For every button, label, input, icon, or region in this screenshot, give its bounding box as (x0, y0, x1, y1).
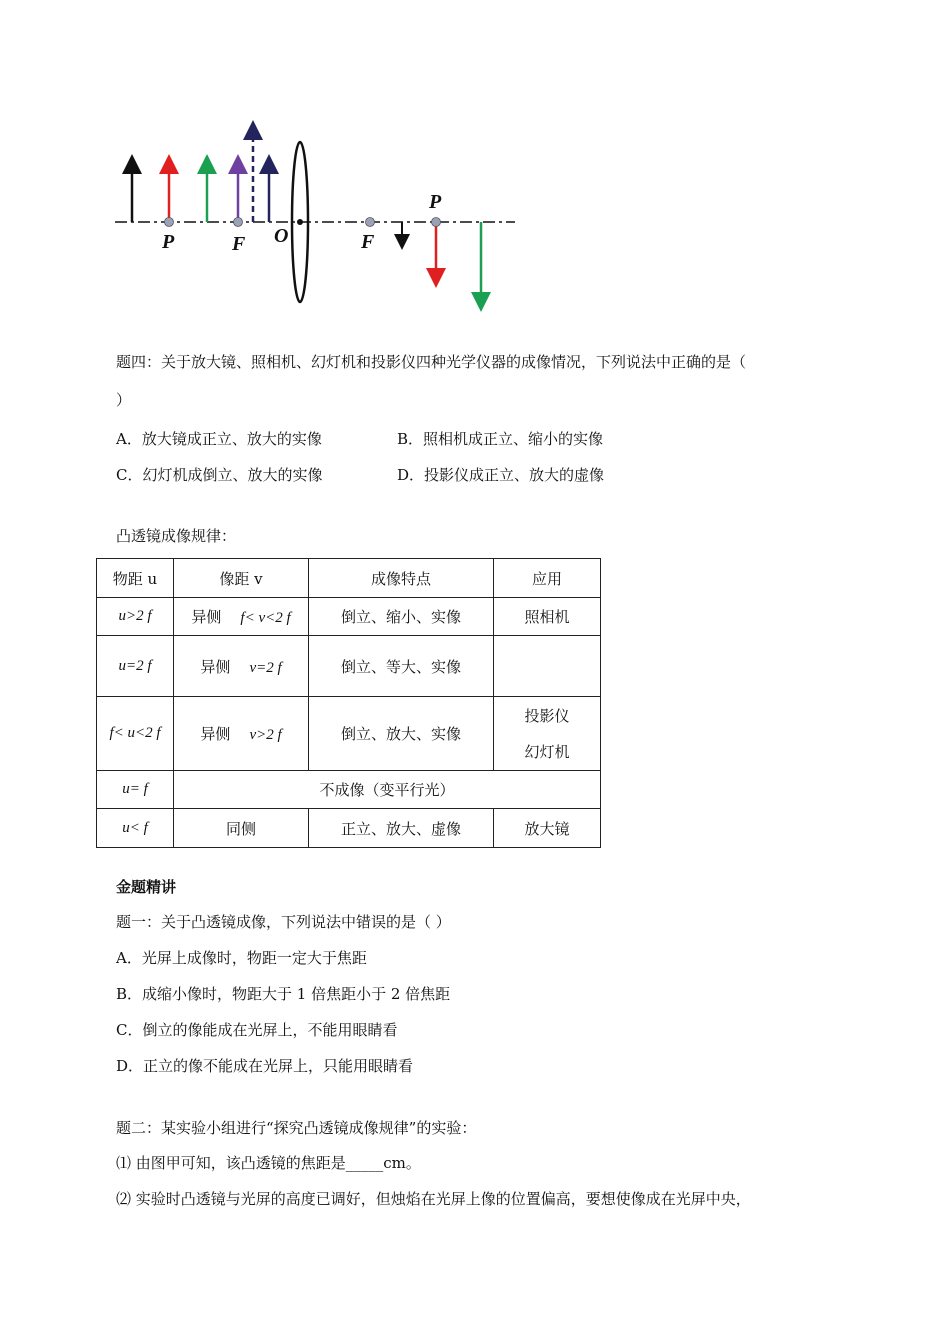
rules-title: 凸透镜成像规律： (116, 527, 237, 545)
label-p-right: P (429, 191, 442, 213)
q2-part2: ⑵ 实验时凸透镜与光屏的高度已调好，但烛焰在光屏上像的位置偏高，要想使像成在光屏中央， (116, 1190, 751, 1208)
cell-v: 同侧 (174, 809, 309, 848)
table-header-row (97, 559, 601, 598)
label-p-left: P (162, 231, 175, 253)
cell-u: u>2 f (97, 598, 174, 636)
imaging-rules-table (96, 558, 601, 848)
header-image-distance: 像距 v (174, 559, 309, 598)
table-row (97, 598, 601, 636)
cell-u: u< f (97, 809, 174, 848)
q1-option-c: C．倒立的像能成在光屏上，不能用眼睛看 (116, 1021, 398, 1039)
cell-u: u=2 f (97, 636, 174, 697)
q1-option-a: A．光屏上成像时，物距一定大于焦距 (116, 949, 367, 967)
point-p-left (165, 218, 174, 227)
cell-application: 放大镜 (494, 809, 601, 848)
cell-u: u= f (97, 771, 174, 809)
q4-stem-line1: 题四：关于放大镜、照相机、幻灯机和投影仪四种光学仪器的成像情况，下列说法中正确的是（ (116, 353, 747, 371)
optical-center-point (297, 219, 303, 225)
cell-u: f< u<2 f (97, 697, 174, 771)
q4-option-b: B．照相机成正立、缩小的实像 (397, 430, 604, 448)
cell-feature: 倒立、等大、实像 (309, 636, 494, 697)
cell-v: 异侧 v>2 f (174, 697, 309, 771)
q4-option-a: A．放大镜成正立、放大的实像 (116, 430, 322, 448)
lens-diagram (110, 120, 530, 320)
label-o: O (274, 225, 289, 247)
q1-option-b: B．成缩小像时，物距大于 1 倍焦距小于 2 倍焦距 (116, 985, 451, 1003)
table-row (97, 771, 601, 809)
q4-option-c: C．幻灯机成倒立、放大的实像 (116, 466, 323, 484)
point-f-left (234, 218, 243, 227)
header-object-distance: 物距 u (97, 559, 174, 598)
cell-feature: 倒立、缩小、实像 (309, 598, 494, 636)
q1-option-d: D．正立的像不能成在光屏上，只能用眼睛看 (116, 1057, 414, 1075)
section-heading: 金题精讲 (116, 878, 177, 896)
q4-stem-line2: ） (116, 391, 132, 409)
header-application: 应用 (494, 559, 601, 598)
table-row (97, 697, 601, 771)
cell-application: 投影仪 幻灯机 (494, 697, 601, 771)
label-f-right: F (361, 231, 375, 253)
q4-option-d: D．投影仪成正立、放大的虚像 (397, 466, 605, 484)
cell-feature: 正立、放大、虚像 (309, 809, 494, 848)
cell-v: 异侧 f< v<2 f (174, 598, 309, 636)
cell-v: 异侧 v=2 f (174, 636, 309, 697)
cell-merged: 不成像（变平行光） (174, 771, 601, 809)
q2-stem: 题二：某实验小组进行“探究凸透镜成像规律”的实验： (116, 1119, 477, 1137)
table-row (97, 636, 601, 697)
cell-feature: 倒立、放大、实像 (309, 697, 494, 771)
q1-stem: 题一：关于凸透镜成像，下列说法中错误的是（ ） (116, 913, 451, 931)
cell-application (494, 636, 601, 697)
point-p-right (432, 218, 441, 227)
point-f-right (366, 218, 375, 227)
header-image-feature: 成像特点 (309, 559, 494, 598)
table-row (97, 809, 601, 848)
label-f-left: F (232, 233, 246, 255)
q2-part1: ⑴ 由图甲可知，该凸透镜的焦距是_____cm。 (116, 1154, 421, 1172)
cell-application: 照相机 (494, 598, 601, 636)
